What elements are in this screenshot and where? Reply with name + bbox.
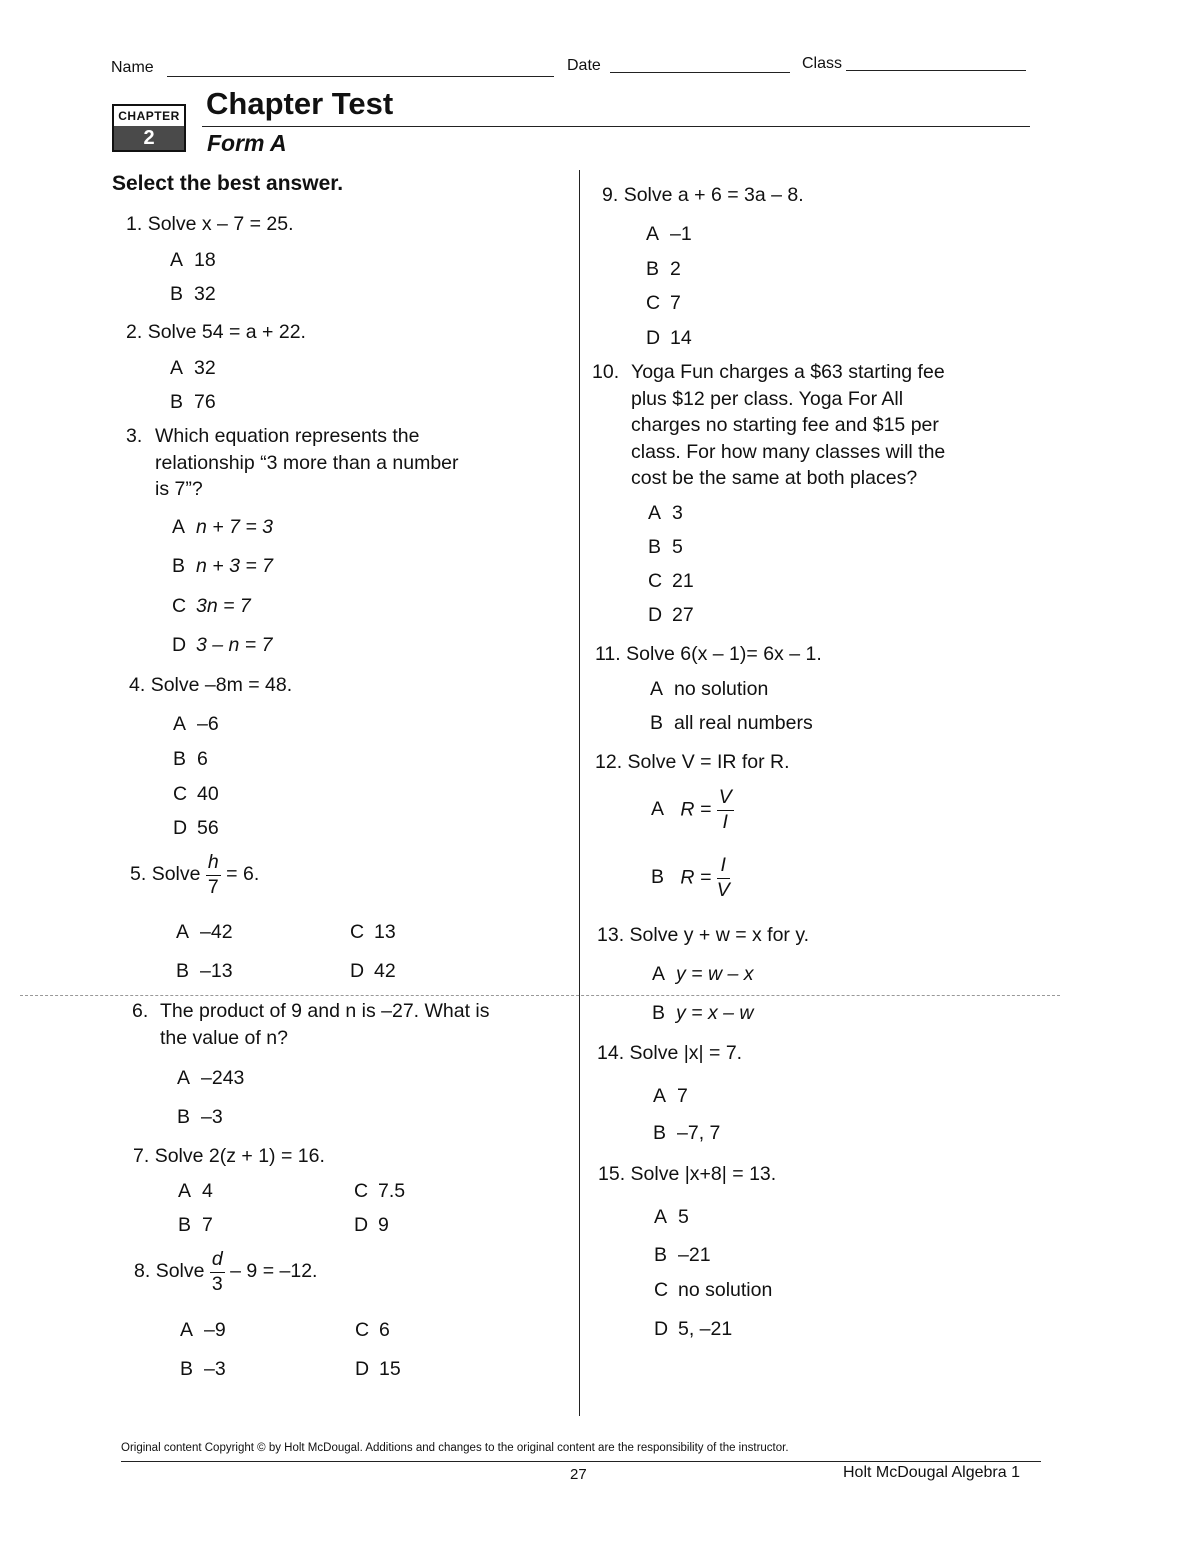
name-label: Name	[111, 59, 154, 76]
chapter-word: CHAPTER	[118, 109, 180, 123]
option-13b[interactable]	[652, 1000, 754, 1026]
option-4a[interactable]	[173, 711, 219, 737]
question-number: 5.	[130, 863, 147, 886]
option-14a[interactable]	[653, 1083, 688, 1109]
option-letter: C	[355, 1319, 370, 1341]
question-text-line: is 7”?	[155, 478, 203, 500]
fraction	[206, 853, 221, 897]
question-number: 11.	[595, 643, 621, 665]
option-letter: A	[178, 1180, 192, 1202]
question-number: 4.	[129, 674, 146, 696]
option-letter: D	[646, 327, 661, 349]
option-text: –243	[201, 1067, 245, 1089]
question-number: 3.	[126, 425, 143, 447]
option-letter: A	[652, 963, 666, 985]
question-text: Solve |x| = 7.	[629, 1042, 743, 1064]
option-letter: A	[170, 357, 184, 379]
option-letter: A	[651, 798, 665, 821]
option-letter: B	[646, 258, 660, 280]
option-letter: B	[650, 712, 664, 734]
option-text: 32	[194, 283, 216, 305]
option-letter: B	[652, 1002, 666, 1024]
option-letter: A	[173, 713, 187, 735]
option-5b[interactable]	[176, 958, 233, 984]
option-2a[interactable]	[170, 355, 216, 381]
chapter-badge	[112, 104, 186, 152]
option-text: y = w – x	[676, 963, 754, 985]
option-text: –42	[200, 921, 233, 943]
option-13a[interactable]	[652, 961, 754, 987]
option-8a[interactable]	[180, 1317, 226, 1343]
option-letter: C	[350, 921, 365, 943]
option-letter: B	[170, 391, 184, 413]
option-text: –3	[204, 1358, 226, 1380]
question-9	[602, 182, 804, 209]
option-text: n + 3 = 7	[196, 555, 273, 577]
option-text: –6	[197, 713, 219, 735]
option-letter: D	[350, 960, 365, 982]
title-rule	[202, 126, 1030, 127]
denominator: V	[716, 878, 730, 901]
option-text: R =	[680, 866, 712, 889]
option-2b[interactable]	[170, 389, 216, 415]
date-label: Date	[567, 57, 601, 74]
name-field[interactable]	[167, 76, 554, 77]
option-text: all real numbers	[674, 712, 813, 734]
option-letter: C	[172, 595, 187, 617]
question-15	[598, 1161, 776, 1188]
question-number: 9.	[602, 184, 619, 206]
option-letter: C	[173, 783, 188, 805]
question-number: 14.	[597, 1042, 625, 1064]
option-5d[interactable]	[350, 958, 396, 984]
option-9a[interactable]	[646, 221, 692, 247]
fraction	[210, 1250, 225, 1294]
option-text: –9	[204, 1319, 226, 1341]
option-3b[interactable]	[172, 553, 273, 579]
option-5a[interactable]	[176, 919, 233, 945]
option-text: 2	[670, 258, 681, 280]
question-12	[595, 749, 790, 776]
question-text: Solve 6(x – 1)= 6x – 1.	[626, 643, 822, 665]
option-letter: B	[180, 1358, 194, 1380]
form-title: Form A	[207, 130, 287, 156]
option-10b[interactable]	[648, 534, 683, 560]
option-text: 42	[374, 960, 396, 982]
question-6	[132, 998, 552, 1049]
question-text: Solve –8m = 48.	[150, 674, 293, 696]
option-10c[interactable]	[648, 568, 694, 594]
question-text-line: Yoga Fun charges a $63 starting fee	[631, 361, 945, 383]
option-text: –13	[200, 960, 233, 982]
option-text: 3n = 7	[196, 595, 251, 617]
option-text: 27	[672, 604, 694, 626]
option-7c[interactable]	[354, 1178, 405, 1204]
option-text: –1	[670, 223, 692, 245]
page-number: 27	[570, 1466, 587, 1483]
option-4d[interactable]	[173, 815, 219, 841]
option-text: 3	[672, 502, 683, 524]
option-9d[interactable]	[646, 325, 692, 351]
column-divider	[579, 170, 580, 1416]
option-text: no solution	[674, 678, 769, 700]
option-letter: A	[654, 1206, 668, 1228]
question-text-line: cost be the same at both places?	[631, 467, 918, 489]
question-text-line: plus $12 per class. Yoga For All	[631, 387, 904, 410]
option-4c[interactable]	[173, 781, 219, 807]
question-text: Solve a + 6 = 3a – 8.	[623, 184, 804, 206]
option-letter: B	[170, 283, 184, 305]
question-2	[126, 319, 306, 346]
option-letter: C	[654, 1279, 669, 1301]
option-15b[interactable]	[654, 1242, 711, 1268]
option-12b[interactable]	[651, 856, 730, 900]
option-12a[interactable]	[651, 788, 734, 832]
option-text: 9	[378, 1214, 389, 1236]
question-5	[130, 853, 259, 897]
question-text: Solve V = IR for R.	[627, 751, 790, 773]
question-text-line: The product of 9 and n is –27. What is	[160, 1000, 490, 1022]
option-text: –7, 7	[677, 1122, 721, 1144]
option-11a[interactable]	[650, 676, 768, 702]
question-10	[592, 359, 1012, 489]
question-number: 1.	[126, 213, 143, 235]
option-letter: D	[172, 634, 187, 656]
question-7	[133, 1143, 325, 1170]
option-15d[interactable]	[654, 1316, 732, 1342]
option-text: 5	[672, 536, 683, 558]
question-text-line: charges no starting fee and $15 per	[631, 414, 939, 436]
option-text: 7	[677, 1085, 688, 1107]
option-letter: A	[648, 502, 662, 524]
option-text: 7.5	[378, 1180, 406, 1202]
question-number: 15.	[598, 1163, 626, 1185]
option-9b[interactable]	[646, 256, 681, 282]
option-letter: D	[654, 1318, 669, 1340]
question-text: Solve y + w = x for y.	[629, 924, 810, 946]
footer-rule	[121, 1461, 1041, 1462]
instruction: Select the best answer.	[112, 172, 344, 195]
option-letter: B	[178, 1214, 192, 1236]
option-text: no solution	[678, 1279, 773, 1301]
question-text-line: class. For how many classes will the	[631, 440, 946, 463]
page-title: Chapter Test	[206, 86, 394, 121]
denominator: I	[722, 810, 728, 833]
option-letter: B	[173, 748, 187, 770]
option-7d[interactable]	[354, 1212, 389, 1238]
option-letter: A	[177, 1067, 191, 1089]
option-3c[interactable]	[172, 593, 251, 619]
question-text: – 9 = –12.	[230, 1260, 318, 1283]
question-14	[597, 1040, 742, 1067]
option-letter: D	[355, 1358, 370, 1380]
numerator: h	[206, 853, 221, 876]
option-text: 32	[194, 357, 216, 379]
option-4b[interactable]	[173, 746, 208, 772]
option-letter: B	[172, 555, 186, 577]
copyright-notice: Original content Copyright © by Holt McDougal. Additions and changes to the original content are the responsibility of the instructor.	[121, 1442, 789, 1454]
question-text: Solve 54 = a + 22.	[147, 321, 306, 343]
option-letter: B	[176, 960, 190, 982]
option-text: 7	[670, 292, 681, 314]
option-3d[interactable]	[172, 632, 272, 658]
option-text: 40	[197, 783, 219, 805]
option-5c[interactable]	[350, 919, 396, 945]
option-14b[interactable]	[653, 1120, 720, 1146]
option-text: 3 – n = 7	[196, 634, 273, 656]
option-7b[interactable]	[178, 1212, 213, 1238]
question-number: 7.	[133, 1145, 150, 1167]
option-letter: A	[180, 1319, 194, 1341]
question-text: Solve	[155, 1260, 205, 1283]
question-text: Solve |x+8| = 13.	[630, 1163, 777, 1185]
option-text: y = x – w	[676, 1002, 754, 1024]
chapter-number: 2	[114, 126, 184, 150]
option-3a[interactable]	[172, 514, 273, 540]
option-letter: B	[648, 536, 662, 558]
option-1a[interactable]	[170, 247, 216, 273]
option-letter: A	[650, 678, 664, 700]
option-text: 13	[374, 921, 396, 943]
option-8c[interactable]	[355, 1317, 390, 1343]
option-text: n + 7 = 3	[196, 516, 273, 538]
option-text: 5	[678, 1206, 689, 1228]
option-6a[interactable]	[177, 1065, 244, 1091]
option-text: 6	[379, 1319, 390, 1341]
fold-line	[20, 995, 1060, 996]
question-text-line: Which equation represents the	[155, 425, 420, 447]
option-text: 5, –21	[678, 1318, 733, 1340]
class-field[interactable]	[846, 70, 1026, 71]
question-text: Solve x – 7 = 25.	[147, 213, 294, 235]
option-text: 21	[672, 570, 694, 592]
option-letter: D	[173, 817, 188, 839]
question-11	[595, 641, 822, 668]
option-8d[interactable]	[355, 1356, 401, 1382]
option-letter: C	[648, 570, 663, 592]
option-letter: A	[646, 223, 660, 245]
option-letter: D	[648, 604, 663, 626]
question-8	[134, 1250, 317, 1294]
option-letter: B	[653, 1122, 667, 1144]
numerator: d	[210, 1250, 225, 1273]
question-text: = 6.	[226, 863, 260, 886]
option-10a[interactable]	[648, 500, 683, 526]
option-text: 7	[202, 1214, 213, 1236]
question-number: 12.	[595, 751, 623, 773]
option-text: –21	[678, 1244, 711, 1266]
option-letter: D	[354, 1214, 369, 1236]
question-3	[126, 423, 546, 500]
option-text: 18	[194, 249, 216, 271]
question-13	[597, 922, 809, 949]
option-text: 15	[379, 1358, 401, 1380]
question-text: Solve	[151, 863, 201, 886]
fraction	[717, 788, 734, 832]
option-10d[interactable]	[648, 602, 694, 628]
option-7a[interactable]	[178, 1178, 213, 1204]
question-text: Solve 2(z + 1) = 16.	[154, 1145, 325, 1167]
option-1b[interactable]	[170, 281, 216, 307]
question-number: 6.	[132, 1000, 149, 1022]
question-4	[129, 672, 292, 699]
option-letter: B	[651, 866, 665, 889]
class-label: Class	[802, 55, 843, 72]
date-field[interactable]	[610, 72, 790, 73]
option-9c[interactable]	[646, 290, 681, 316]
option-6b[interactable]	[177, 1104, 223, 1130]
question-text-line: relationship “3 more than a number	[155, 451, 459, 474]
option-text: 6	[197, 748, 208, 770]
denominator: 3	[211, 1272, 223, 1295]
option-15a[interactable]	[654, 1204, 689, 1230]
question-number: 13.	[597, 924, 625, 946]
option-text: –3	[201, 1106, 223, 1128]
option-8b[interactable]	[180, 1356, 226, 1382]
fraction	[717, 856, 730, 900]
question-number: 10.	[592, 361, 620, 383]
book-title: Holt McDougal Algebra 1	[843, 1464, 1020, 1481]
option-text: 4	[202, 1180, 213, 1202]
question-number: 2.	[126, 321, 143, 343]
option-letter: A	[172, 516, 186, 538]
option-letter: A	[176, 921, 190, 943]
option-letter: B	[177, 1106, 191, 1128]
option-11b[interactable]	[650, 710, 813, 736]
option-letter: C	[354, 1180, 369, 1202]
option-text: R =	[680, 798, 712, 821]
question-text-line: the value of n?	[160, 1026, 288, 1049]
question-1	[126, 211, 294, 238]
option-text: 14	[670, 327, 692, 349]
option-text: 76	[194, 391, 216, 413]
denominator: 7	[207, 875, 219, 898]
numerator: V	[717, 788, 734, 811]
option-text: 56	[197, 817, 219, 839]
option-letter: A	[170, 249, 184, 271]
option-letter: C	[646, 292, 661, 314]
option-letter: A	[653, 1085, 667, 1107]
option-15c[interactable]	[654, 1277, 772, 1303]
option-letter: B	[654, 1244, 668, 1266]
question-number: 8.	[134, 1260, 151, 1283]
numerator: I	[717, 856, 730, 879]
